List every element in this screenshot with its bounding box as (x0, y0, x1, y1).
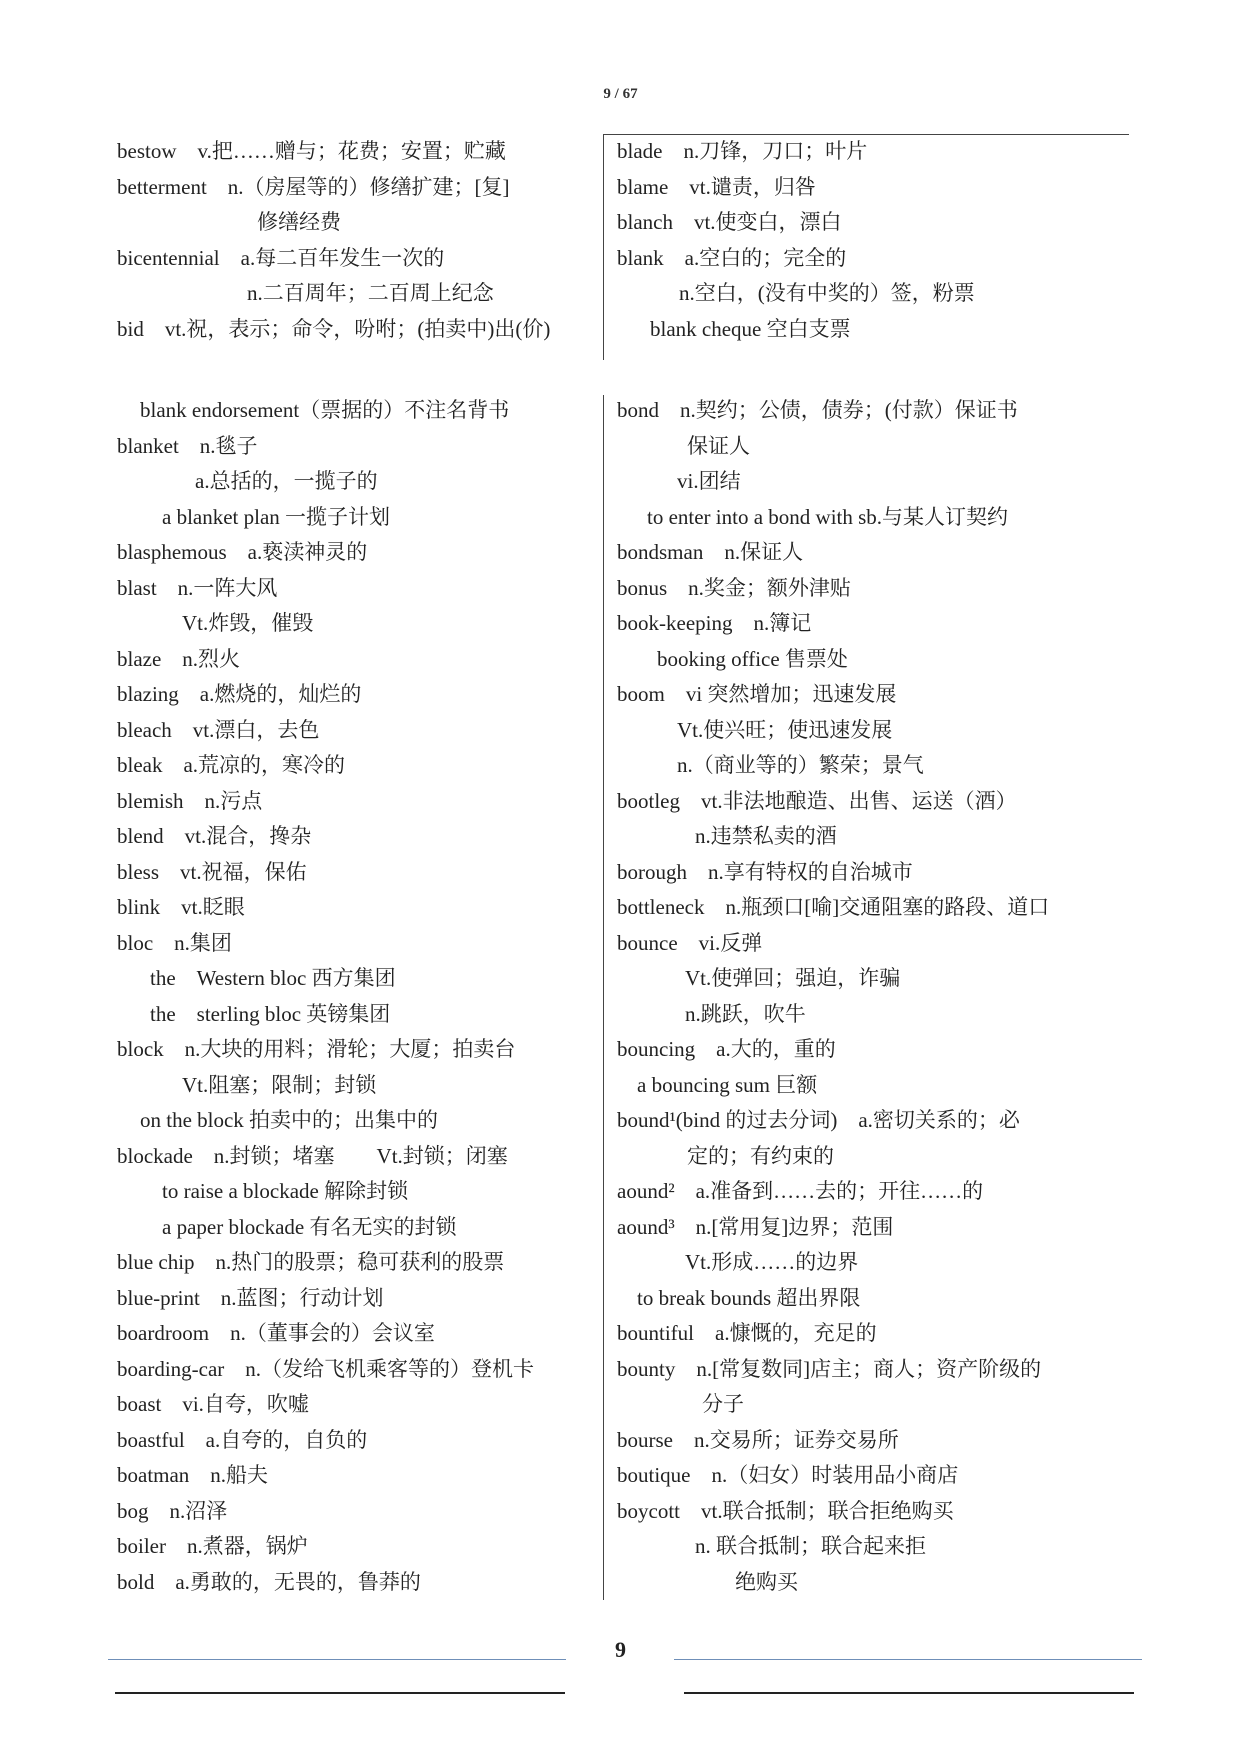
dictionary-entry: to raise a blockade 解除封锁 (162, 1179, 409, 1203)
dictionary-entry: bless vt.祝福，保佑 (117, 859, 307, 884)
dictionary-entry: boast vi.自夸，吹嘘 (117, 1392, 309, 1416)
dictionary-entry: boarding-car n.（发给飞机乘客等的）登机卡 (117, 1356, 535, 1381)
dictionary-entry: bountiful a.慷慨的，充足的 (617, 1321, 877, 1345)
dictionary-entry: a paper blockade 有名无实的封锁 (162, 1214, 457, 1239)
dictionary-entry: bonus n.奖金；额外津贴 (617, 575, 851, 600)
dictionary-entry: blazing a.燃烧的，灿烂的 (117, 682, 362, 706)
dictionary-entry: bottleneck n.瓶颈口[喻]交通阻塞的路段、道口 (617, 895, 1050, 919)
dictionary-entry: blanket n.毯子 (117, 433, 258, 458)
dictionary-entry: aound³ n.[常用复]边界；范围 (617, 1214, 894, 1239)
dictionary-entry: bootleg vt.非法地酿造、出售、运送（酒） (617, 788, 1017, 813)
dictionary-entry: bloc n.集团 (117, 930, 232, 955)
dictionary-entry: n.（商业等的）繁荣；景气 (677, 753, 924, 777)
dictionary-entry: blemish n.污点 (117, 788, 263, 813)
dictionary-entry: bounty n.[常复数同]店主；商人；资产阶级的 (617, 1356, 1042, 1381)
dictionary-entry: blasphemous a.亵渎神灵的 (117, 540, 368, 564)
dictionary-entry: boastful a.自夸的，自负的 (117, 1427, 368, 1452)
footer-line-right-black (684, 1692, 1134, 1694)
column-divider-main (603, 395, 604, 1600)
dictionary-entry: bondsman n.保证人 (617, 540, 804, 564)
dictionary-entry: Vt.形成……的边界 (685, 1250, 859, 1274)
dictionary-entry: to break bounds 超出界限 (637, 1285, 861, 1310)
dictionary-entry: 绝购买 (735, 1569, 798, 1594)
dictionary-entry: to enter into a bond with sb.与某人订契约 (647, 504, 1009, 529)
dictionary-entry: blast n.一阵大风 (117, 575, 278, 600)
right-column-section-2 (617, 393, 1117, 1600)
dictionary-entry: blade n.刀锋，刀口；叶片 (617, 139, 868, 163)
dictionary-entry: blink vt.眨眼 (117, 895, 245, 919)
dictionary-entry: betterment n.（房屋等的）修缮扩建；[复] (117, 174, 510, 199)
dictionary-entry: blockade n.封锁；堵塞 Vt.封锁；闭塞 (117, 1143, 508, 1168)
dictionary-entry: boutique n.（妇女）时装用品小商店 (617, 1463, 959, 1487)
dictionary-entry: Vt.使兴旺；使迅速发展 (677, 717, 893, 742)
dictionary-entry: blend vt.混合，搀杂 (117, 824, 312, 848)
dictionary-entry: blaze n.烈火 (117, 646, 241, 671)
page-header: 9 / 67 (603, 86, 638, 102)
dictionary-entry: blank a.空白的；完全的 (617, 245, 847, 270)
footer-page-number: 9 (615, 1637, 626, 1662)
dictionary-entry: vi.团结 (677, 469, 741, 493)
footer-line-right-blue (674, 1659, 1142, 1660)
dictionary-entry: 分子 (702, 1392, 744, 1416)
dictionary-entry: blue chip n.热门的股票；稳可获利的股票 (117, 1250, 505, 1274)
dictionary-entry: blank endorsement（票据的）不注名背书 (140, 398, 510, 422)
dictionary-entry: blanch vt.使变白，漂白 (617, 210, 842, 234)
left-column-section-2 (117, 393, 597, 1600)
dictionary-entry: blank cheque 空白支票 (650, 316, 851, 341)
dictionary-entry: 修缮经费 (257, 210, 341, 234)
dictionary-entry: a blanket plan 一揽子计划 (162, 504, 391, 529)
dictionary-entry: Vt.阻塞；限制；封锁 (182, 1072, 377, 1097)
dictionary-entry: Vt.使弹回；强迫，诈骗 (685, 966, 901, 990)
dictionary-entry: n. 联合抵制；联合起来拒 (695, 1534, 926, 1558)
dictionary-entry: bourse n.交易所；证券交易所 (617, 1427, 899, 1452)
dictionary-entry: Vt.炸毁，催毁 (182, 611, 314, 635)
dictionary-entry: boatman n.船夫 (117, 1463, 269, 1487)
column-divider-top (603, 134, 604, 360)
dictionary-entry: bound¹(bind 的过去分词) a.密切关系的；必 (617, 1108, 1020, 1132)
dictionary-entry: aound² a.准备到……去的；开往……的 (617, 1179, 984, 1203)
dictionary-entry: borough n.享有特权的自治城市 (617, 859, 913, 884)
dictionary-entry: booking office 售票处 (657, 646, 848, 671)
dictionary-entry: bond n.契约；公债，债券；(付款）保证书 (617, 398, 1018, 422)
dictionary-entry: the sterling bloc 英镑集团 (150, 1001, 391, 1026)
dictionary-entry: bog n.沼泽 (117, 1498, 228, 1523)
dictionary-entry: a bouncing sum 巨额 (637, 1072, 818, 1097)
dictionary-entry: boycott vt.联合抵制；联合拒绝购买 (617, 1498, 954, 1523)
dictionary-entry: bid vt.祝，表示；命令，吩咐；(拍卖中)出(价) (117, 316, 551, 341)
dictionary-entry: on the block 拍卖中的；出集中的 (140, 1108, 439, 1132)
dictionary-entry: n.空白，(没有中奖的）签，粉票 (679, 281, 975, 305)
dictionary-entry: block n.大块的用料；滑轮；大厦；拍卖台 (117, 1037, 516, 1061)
dictionary-entry: bestow v.把……赠与；花费；安置；贮藏 (117, 139, 506, 163)
dictionary-entry: book-keeping n.簿记 (617, 611, 812, 635)
dictionary-entry: 保证人 (687, 433, 750, 458)
left-column-section-1 (117, 134, 597, 347)
dictionary-entry: the Western bloc 西方集团 (150, 966, 396, 990)
dictionary-entry: boom vi 突然增加；迅速发展 (617, 682, 897, 706)
footer-line-left-black (115, 1692, 565, 1694)
dictionary-entry: bouncing a.大的，重的 (617, 1037, 836, 1061)
dictionary-entry: boardroom n.（董事会的）会议室 (117, 1321, 435, 1345)
dictionary-entry: n.跳跃，吹牛 (685, 1001, 806, 1026)
dictionary-entry: bleak a.荒凉的，寒冷的 (117, 753, 346, 777)
dictionary-entry: a.总括的，一揽子的 (195, 469, 378, 493)
dictionary-entry: bounce vi.反弹 (617, 930, 763, 955)
dictionary-entry: blame vt.谴责，归咎 (617, 174, 816, 199)
dictionary-entry: bleach vt.漂白，去色 (117, 717, 320, 742)
dictionary-entry: n.违禁私卖的酒 (695, 824, 837, 848)
dictionary-entry: bicentennial a.每二百年发生一次的 (117, 245, 445, 270)
right-column-section-1 (617, 134, 1117, 347)
dictionary-entry: bold a.勇敢的，无畏的，鲁莽的 (117, 1569, 421, 1594)
dictionary-entry: boiler n.煮器，锅炉 (117, 1534, 308, 1558)
dictionary-entry: n.二百周年；二百周上纪念 (247, 281, 494, 305)
dictionary-entry: 定的；有约束的 (687, 1143, 834, 1168)
dictionary-entry: blue-print n.蓝图；行动计划 (117, 1285, 384, 1310)
